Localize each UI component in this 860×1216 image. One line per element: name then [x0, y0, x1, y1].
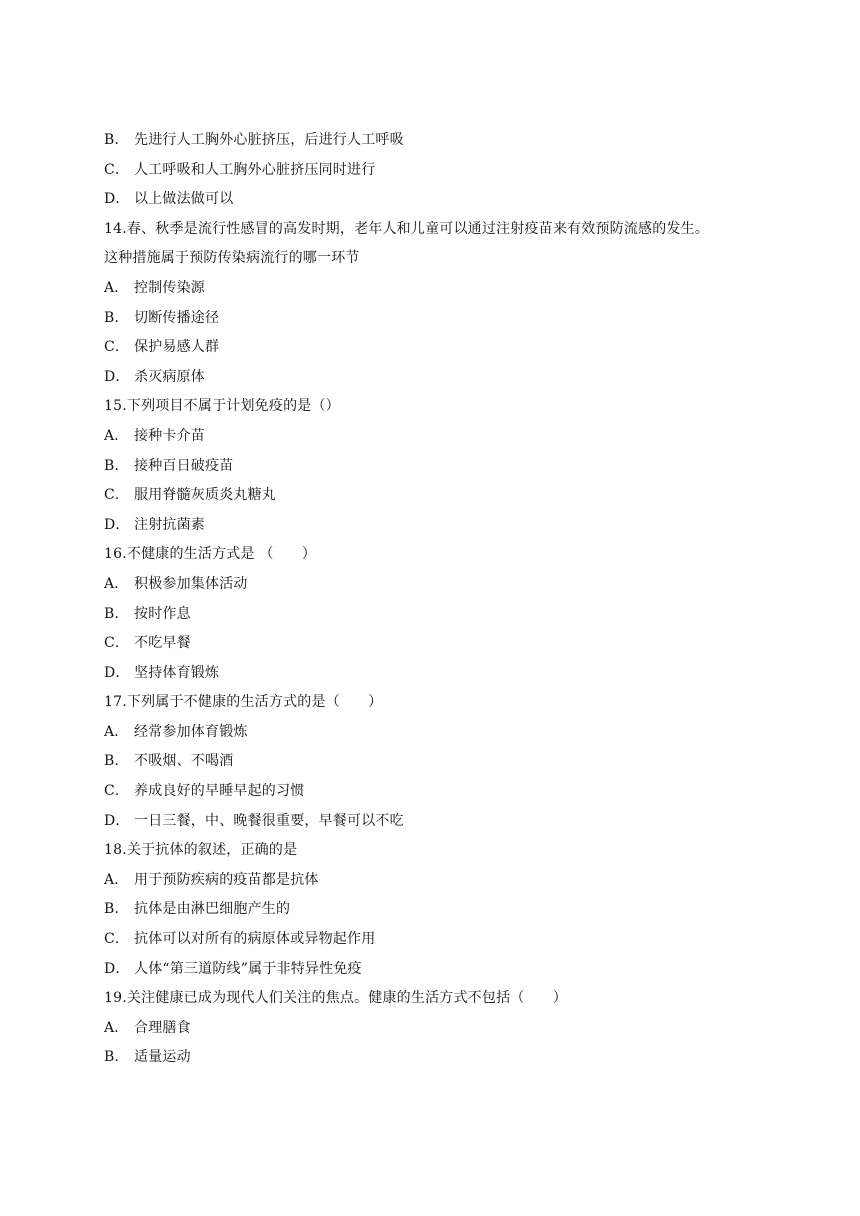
- option-line: [104, 570, 784, 600]
- option-line: [104, 422, 784, 452]
- option-letter: C．: [104, 635, 130, 652]
- option-text: 人工呼吸和人工胸外心脏挤压同时进行: [134, 161, 376, 178]
- option-line: [104, 1043, 784, 1073]
- option-text: 按时作息: [134, 605, 191, 622]
- question-19-text: 19.关注健康已成为现代人们关注的焦点。健康的生活方式不包括（ ）: [104, 990, 568, 1007]
- question-15-text: 15.下列项目不属于计划免疫的是（）: [104, 398, 340, 415]
- option-text: 适量运动: [134, 1049, 191, 1066]
- option-text: 杀灭病原体: [134, 368, 205, 385]
- option-letter: C．: [104, 487, 130, 504]
- option-letter: D．: [104, 960, 130, 977]
- option-text: 用于预防疾病的疫苗都是抗体: [134, 871, 319, 888]
- option-line: [104, 156, 784, 186]
- option-text: 服用脊髓灰质炎丸糖丸: [134, 487, 276, 504]
- option-letter: C．: [104, 783, 130, 800]
- option-letter: B．: [104, 753, 129, 770]
- option-line: [104, 333, 784, 363]
- option-letter: D．: [104, 664, 130, 681]
- option-letter: A．: [104, 279, 129, 296]
- option-letter: C．: [104, 339, 130, 356]
- option-line: [104, 777, 784, 807]
- option-letter: B．: [104, 132, 129, 148]
- option-letter: A．: [104, 575, 129, 592]
- option-letter: A．: [104, 871, 129, 888]
- option-letter: A．: [104, 723, 129, 740]
- option-text: 控制传染源: [134, 279, 205, 296]
- option-text: 经常参加体育锻炼: [134, 723, 248, 740]
- option-line: [104, 1014, 784, 1044]
- question-list: [104, 126, 784, 1073]
- option-letter: D．: [104, 516, 130, 533]
- option-text: 以上做法做可以: [134, 191, 234, 208]
- option-text: 积极参加集体活动: [134, 575, 248, 592]
- option-text: 不吃早餐: [134, 635, 191, 652]
- option-letter: B．: [104, 309, 129, 326]
- question-14-text: 14.春、秋季是流行性感冒的高发时期，老年人和儿童可以通过注射疫苗来有效预防流感的发生。: [104, 220, 710, 237]
- option-line: [104, 185, 784, 215]
- option-letter: B．: [104, 457, 129, 474]
- option-line: [104, 895, 784, 925]
- option-line: [104, 955, 784, 985]
- option-text: 保护易感人群: [134, 339, 220, 356]
- option-line: [104, 807, 784, 837]
- option-letter: B．: [104, 901, 129, 918]
- option-letter: A．: [104, 427, 129, 444]
- option-text: 不吸烟、不喝酒: [134, 753, 234, 770]
- option-letter: A．: [104, 1019, 129, 1036]
- option-text: 一日三餐，中、晚餐很重要，早餐可以不吃: [134, 812, 404, 829]
- option-letter: D．: [104, 368, 130, 385]
- option-letter: B．: [104, 605, 129, 622]
- option-letter: D．: [104, 191, 130, 208]
- option-line: [104, 866, 784, 896]
- option-line: [104, 511, 784, 541]
- option-letter: D．: [104, 812, 130, 829]
- option-line: [104, 274, 784, 304]
- question-14-text-cont: 这种措施属于预防传染病流行的哪一环节: [104, 250, 360, 267]
- option-letter: C．: [104, 161, 130, 178]
- question-18-text: 18.关于抗体的叙述，正确的是: [104, 842, 298, 859]
- option-text: 切断传播途径: [134, 309, 220, 326]
- option-text: 养成良好的早睡早起的习惯: [134, 783, 305, 800]
- option-line: [104, 747, 784, 777]
- option-text: 先进行人工胸外心脏挤压，后进行人工呼吸: [134, 132, 404, 148]
- option-text: 人体“第三道防线”属于非特异性免疫: [134, 960, 362, 977]
- option-line: [104, 452, 784, 482]
- option-line: [104, 481, 784, 511]
- option-text: 抗体可以对所有的病原体或异物起作用: [134, 931, 376, 948]
- option-text: 坚持体育锻炼: [134, 664, 220, 681]
- option-line: [104, 718, 784, 748]
- option-line: [104, 659, 784, 689]
- option-text: 接种百日破疫苗: [134, 457, 234, 474]
- option-letter: C．: [104, 931, 130, 948]
- question-17-text: 17.下列属于不健康的生活方式的是（ ）: [104, 694, 383, 711]
- option-line: [104, 629, 784, 659]
- option-line: [104, 304, 784, 334]
- option-text: 接种卡介苗: [134, 427, 205, 444]
- option-text: 抗体是由淋巴细胞产生的: [134, 901, 291, 918]
- option-text: 合理膳食: [134, 1019, 191, 1036]
- option-letter: B．: [104, 1049, 129, 1066]
- option-line: [104, 925, 784, 955]
- option-line: [104, 363, 784, 393]
- option-text: 注射抗菌素: [134, 516, 205, 533]
- option-line: [104, 600, 784, 630]
- question-16-text: 16.不健康的生活方式是 （ ）: [104, 546, 317, 563]
- option-line: [104, 126, 784, 156]
